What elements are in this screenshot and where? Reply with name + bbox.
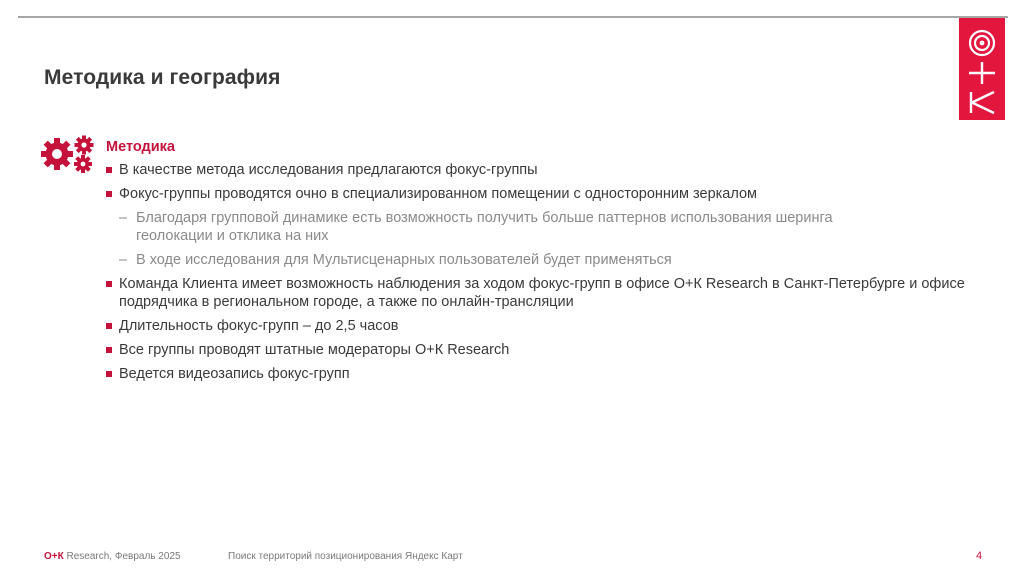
ok-research-logo bbox=[959, 18, 1005, 120]
top-rule bbox=[18, 16, 1008, 18]
bullet-marker-icon bbox=[106, 167, 112, 173]
sub-bullet-marker: – bbox=[119, 252, 128, 268]
section-heading: Методика bbox=[106, 139, 175, 155]
bullet-text: Длительность фокус-групп – до 2,5 часов bbox=[119, 318, 399, 334]
bullet-marker-icon bbox=[106, 347, 112, 353]
gears-icon bbox=[40, 134, 98, 176]
bullet-text: Все группы проводят штатные модераторы О+К Research bbox=[119, 342, 510, 358]
ok-logo-icon bbox=[959, 18, 1005, 120]
bullet-item bbox=[106, 365, 986, 383]
bullet-marker-icon bbox=[106, 323, 112, 329]
sub-bullet-marker: – bbox=[119, 210, 128, 226]
bullet-marker-icon bbox=[106, 191, 112, 197]
sub-bullet-text: В ходе исследования для Мультисценарных пользователей будет применяться bbox=[136, 252, 672, 268]
bullet-text: Ведется видеозапись фокус-групп bbox=[119, 366, 350, 382]
footer-brand bbox=[44, 551, 181, 562]
footer-brand-mark: О+К bbox=[44, 551, 64, 562]
sub-bullet-text: Благодаря групповой динамике есть возможность получить больше паттернов использования шеринга геолокации и отклика на них bbox=[136, 210, 833, 244]
footer-project: Поиск территорий позиционирования Яндекс Карт bbox=[228, 551, 463, 562]
bullet-marker-icon bbox=[106, 371, 112, 377]
bullet-item bbox=[106, 185, 986, 203]
page-number: 4 bbox=[976, 550, 983, 562]
bullet-item bbox=[106, 341, 986, 359]
bullet-text: Команда Клиента имеет возможность наблюдения за ходом фокус-групп в офисе О+К Research в Санкт-Петербурге и офисе подрядчика в региональном городе, а также по онлайн-трансляции bbox=[119, 276, 965, 310]
slide-content bbox=[106, 137, 986, 389]
bullet-item bbox=[106, 317, 986, 335]
bullet-text: Фокус-группы проводятся очно в специализированном помещении с односторонним зеркалом bbox=[119, 186, 758, 202]
sub-bullet-item bbox=[106, 209, 896, 245]
bullet-item bbox=[106, 275, 986, 311]
sub-bullet-item bbox=[106, 251, 986, 269]
bullet-item bbox=[106, 161, 986, 179]
page-title: Методика и география bbox=[44, 66, 281, 89]
footer-date: Research, Февраль 2025 bbox=[63, 551, 181, 562]
bullet-marker-icon bbox=[106, 281, 112, 287]
bullet-text: В качестве метода исследования предлагаются фокус-группы bbox=[119, 162, 538, 178]
